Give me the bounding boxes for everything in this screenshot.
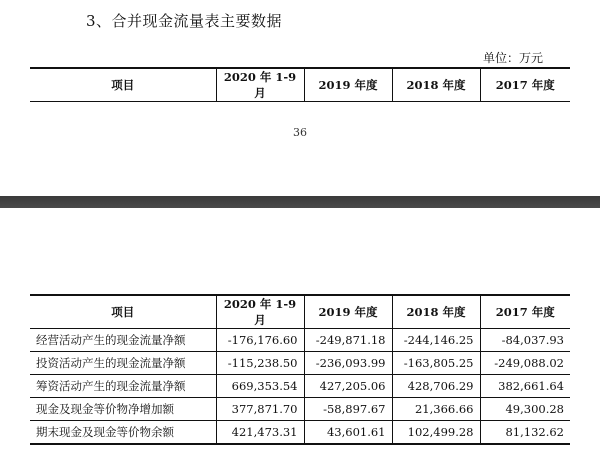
cell-value: -58,897.67 xyxy=(304,398,392,421)
cell-value: -249,088.02 xyxy=(480,352,570,375)
cell-value: 102,499.28 xyxy=(392,421,480,445)
table-row xyxy=(30,329,570,352)
table-row xyxy=(30,352,570,375)
header-2018: 2018 年度 xyxy=(392,68,480,102)
cell-value: -115,238.50 xyxy=(216,352,304,375)
row-label: 筹资活动产生的现金流量净额 xyxy=(30,375,216,398)
header-2017: 2017 年度 xyxy=(480,295,570,329)
cell-value: -84,037.93 xyxy=(480,329,570,352)
row-label: 投资活动产生的现金流量净额 xyxy=(30,352,216,375)
section-title: 3、合并现金流量表主要数据 xyxy=(86,12,283,30)
cell-value: 377,871.70 xyxy=(216,398,304,421)
header-2018: 2018 年度 xyxy=(392,295,480,329)
header-2020: 2020 年 1-9 月 xyxy=(216,295,304,329)
cell-value: 21,366.66 xyxy=(392,398,480,421)
cell-value: 382,661.64 xyxy=(480,375,570,398)
cash-flow-table xyxy=(30,294,570,445)
table-header-row xyxy=(30,295,570,329)
cell-value: 427,205.06 xyxy=(304,375,392,398)
cell-value: 49,300.28 xyxy=(480,398,570,421)
page-number: 36 xyxy=(293,126,307,139)
cell-value: -249,871.18 xyxy=(304,329,392,352)
cell-value: -163,805.25 xyxy=(392,352,480,375)
table-row xyxy=(30,398,570,421)
table-header-row xyxy=(30,68,570,102)
table-row xyxy=(30,375,570,398)
header-item: 项目 xyxy=(30,68,216,102)
page-separator xyxy=(0,196,600,208)
cell-value: -236,093.99 xyxy=(304,352,392,375)
cell-value: 421,473.31 xyxy=(216,421,304,445)
header-2017: 2017 年度 xyxy=(480,68,570,102)
cell-value: 669,353.54 xyxy=(216,375,304,398)
cash-flow-table-header-top xyxy=(30,67,570,102)
header-2019: 2019 年度 xyxy=(304,295,392,329)
cell-value: -176,176.60 xyxy=(216,329,304,352)
header-2020: 2020 年 1-9 月 xyxy=(216,68,304,102)
cell-value: 428,706.29 xyxy=(392,375,480,398)
page-upper xyxy=(0,0,600,196)
table-row xyxy=(30,421,570,445)
cell-value: -244,146.25 xyxy=(392,329,480,352)
cell-value: 43,601.61 xyxy=(304,421,392,445)
row-label: 经营活动产生的现金流量净额 xyxy=(30,329,216,352)
row-label: 期末现金及现金等价物余额 xyxy=(30,421,216,445)
cell-value: 81,132.62 xyxy=(480,421,570,445)
header-2019: 2019 年度 xyxy=(304,68,392,102)
header-item: 项目 xyxy=(30,295,216,329)
unit-label: 单位：万元 xyxy=(483,51,544,65)
row-label: 现金及现金等价物净增加额 xyxy=(30,398,216,421)
